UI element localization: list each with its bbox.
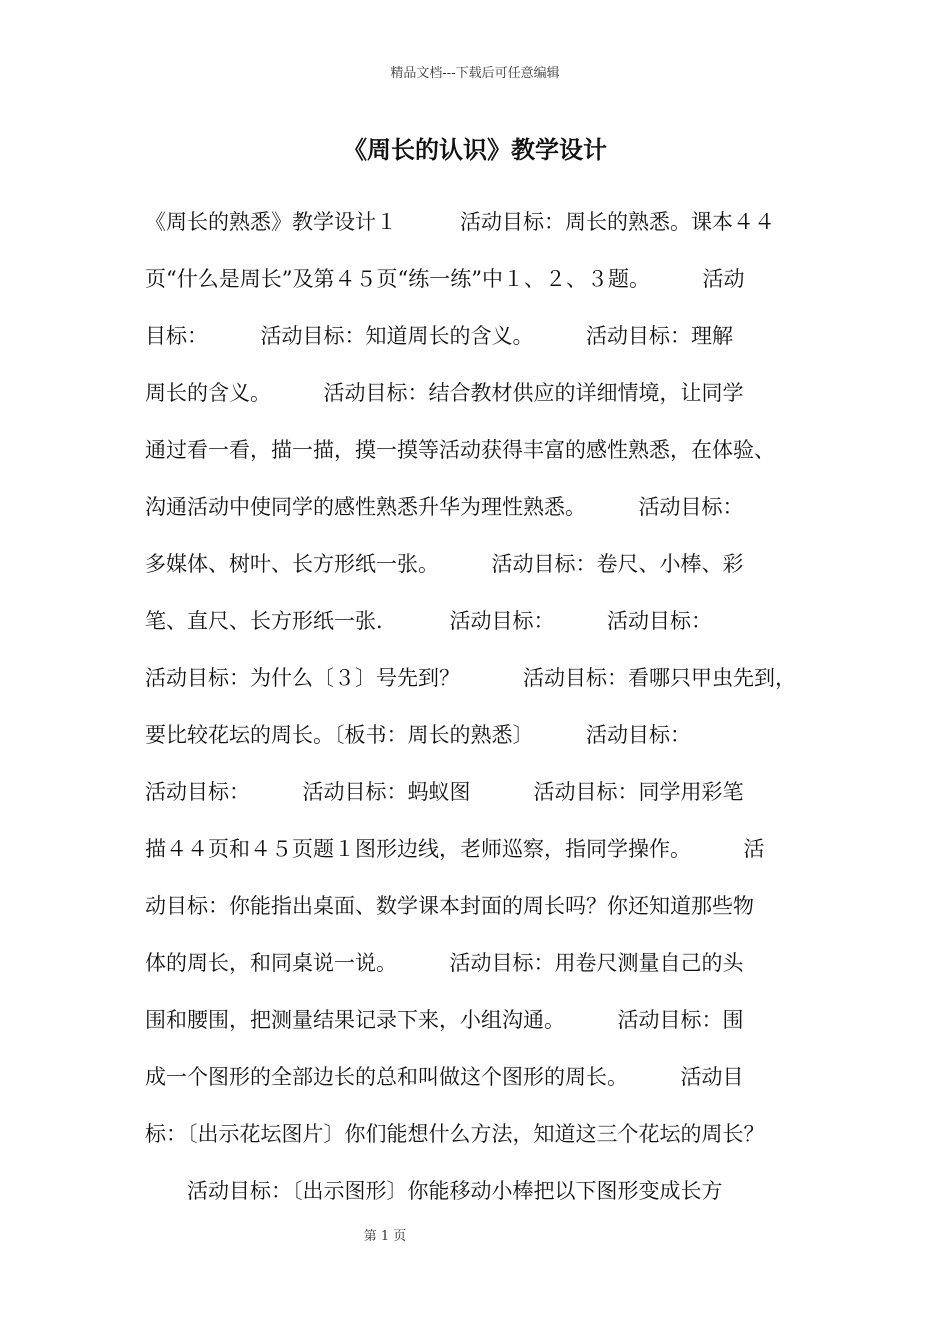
body-line: 成一个图形的全部边长的总和叫做这个图形的周长。 活动目 bbox=[145, 1065, 744, 1089]
page-number: 第 1 页 bbox=[363, 1229, 407, 1244]
body-line: 体的周长，和同桌说一说。 活动目标：用卷尺测量自己的头 bbox=[145, 951, 744, 975]
body-line: 目标： 活动目标：知道周长的含义。 活动目标：理解 bbox=[145, 324, 733, 348]
body-line: 描４４页和４５页题１图形边线，老师巡察，指同学操作。 活 bbox=[145, 837, 765, 861]
body-line: 《周长的熟悉》教学设计１ 活动目标：周长的熟悉。课本４４ bbox=[145, 210, 775, 234]
body-line: 页“什么是周长”及第４５页“练一练”中１、２、３题。 活动 bbox=[145, 267, 745, 291]
body-line: 要比较花坛的周长。〔板书：周长的熟悉〕 活动目标： bbox=[145, 723, 691, 747]
body-line: 活动目标：〔出示图形〕你能移动小棒把以下图形变成长方 bbox=[145, 1179, 723, 1203]
body-line: 笔、直尺、长方形纸一张． 活动目标： 活动目标： bbox=[145, 609, 712, 633]
body-line: 标：〔出示花坛图片〕你们能想什么方法，知道这三个花坛的周长？ bbox=[145, 1122, 765, 1146]
body-line: 多媒体、树叶、长方形纸一张。 活动目标：卷尺、小棒、彩 bbox=[145, 552, 744, 576]
body-line: 活动目标：为什么〔３〕号先到？ 活动目标：看哪只甲虫先到， bbox=[145, 666, 796, 690]
body-line: 沟通活动中使同学的感性熟悉升华为理性熟悉。 活动目标： bbox=[145, 495, 744, 519]
body-line: 围和腰围，把测量结果记录下来，小组沟通。 活动目标：围 bbox=[145, 1008, 744, 1032]
body-line: 动目标：你能指出桌面、数学课本封面的周长吗？你还知道那些物 bbox=[145, 894, 754, 918]
body-line: 通过看一看，描一描，摸一摸等活动获得丰富的感性熟悉，在体验、 bbox=[145, 438, 775, 462]
body-line: 周长的含义。 活动目标：结合教材供应的详细情境，让同学 bbox=[145, 381, 744, 405]
body-line: 活动目标： 活动目标：蚂蚁图 活动目标：同学用彩笔 bbox=[145, 780, 744, 804]
page-header: 精品文档---下载后可任意编辑 bbox=[390, 66, 560, 81]
document-title: 《周长的认识》教学设计 bbox=[343, 135, 607, 164]
